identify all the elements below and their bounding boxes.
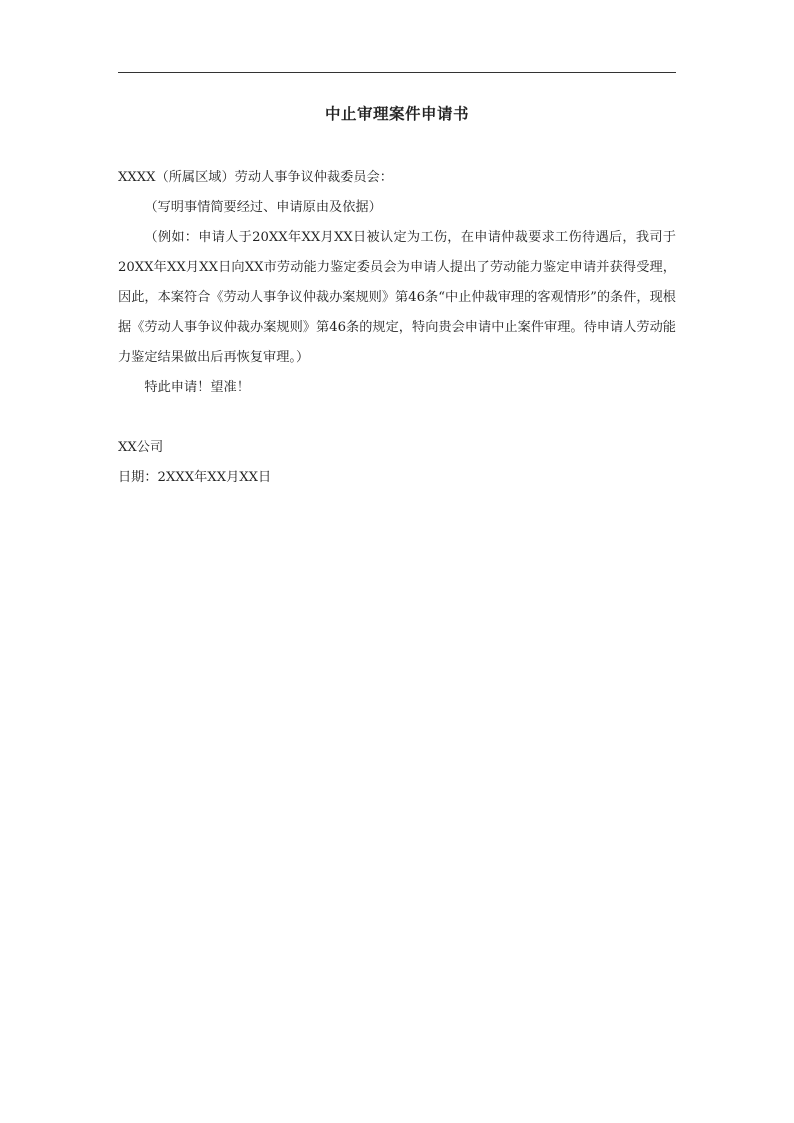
date-line: 日期：2XXX年XX月XX日: [118, 470, 272, 485]
addressee-line: XXXX（所属区域）劳动人事争议仲裁委员会：: [118, 170, 393, 185]
company-signature: XX公司: [118, 440, 164, 455]
closing-line: 特此申请！望准！: [144, 380, 250, 395]
document-body: [118, 163, 676, 493]
document-title: 中止审理案件申请书: [324, 105, 469, 123]
signature-spacer: [118, 403, 676, 433]
example-paragraph: （例如：申请人于20XX年XX月XX日被认定为工伤，在申请仲裁要求工伤待遇后，我司于20XX年XX月XX日向XX市劳动能力鉴定委员会为申请人提出了劳动能力鉴定申请并获得受理，因此，本案符合《劳动人事争议仲裁办案规则》第46条“中止仲裁审理的客观情形”的条件，现根据《劳动人事争议仲裁办案规则》第46条的规定，特向贵会申请中止案件审理。待申请人劳动能力鉴定结果做出后再恢复审理。）: [118, 230, 676, 365]
header-rule: [118, 72, 676, 73]
instruction-paragraph: （写明事情简要经过、申请原由及依据）: [144, 200, 382, 215]
